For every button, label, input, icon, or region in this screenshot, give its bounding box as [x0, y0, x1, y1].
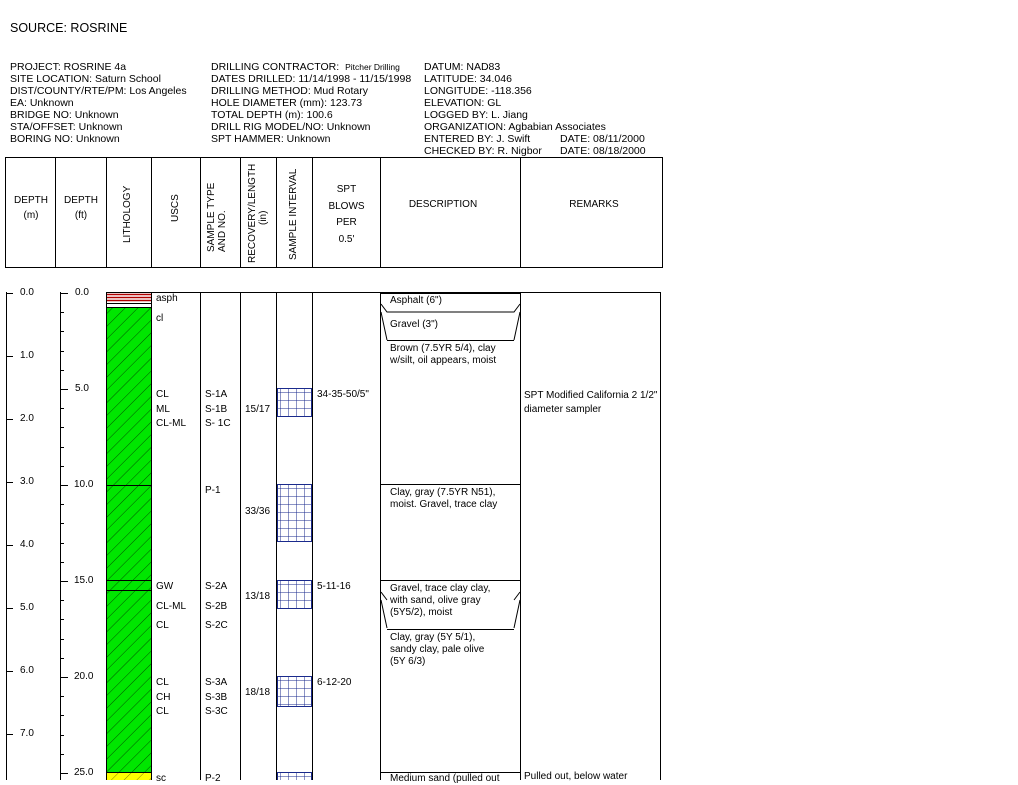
col-sample-interval: SAMPLE INTERVAL [288, 168, 299, 260]
info-latitude: LATITUDE: 34.046 [424, 73, 512, 85]
col-description: DESCRIPTION [408, 199, 478, 210]
sample-label: P-1 [205, 485, 221, 496]
info-ea: EA: Unknown [10, 97, 74, 109]
info-dist-county: DIST/COUNTY/RTE/PM: Los Angeles [10, 85, 187, 97]
col-lithology: LITHOLOGY [122, 185, 133, 243]
description-entry: Clay, gray (7.5YR N51), moist. Gravel, trace clay [390, 487, 498, 510]
info-longitude: LONGITUDE: -118.356 [424, 85, 532, 97]
col-uscs: USCS [170, 194, 181, 222]
description-entry: Brown (7.5YR 5/4), clay w/silt, oil appears, moist [390, 343, 497, 366]
depth-ft-tick-label: 15.0 [74, 575, 94, 586]
col-recovery: RECOVERY/LENGTH (in) [247, 163, 269, 263]
description-entry: Asphalt (6") [390, 295, 442, 306]
info-bridge-no: BRIDGE NO: Unknown [10, 109, 119, 121]
depth-m-tick-label: 1.0 [20, 350, 34, 361]
col-remarks: REMARKS [569, 199, 619, 210]
spt-blows-value: 34-35-50/5" [317, 389, 369, 400]
depth-m-tick-label: 0.0 [20, 287, 34, 298]
info-site-location: SITE LOCATION: Saturn School [10, 73, 161, 85]
uscs-group-3: CL CH CL [156, 677, 171, 717]
sample-interval-column [278, 389, 312, 781]
depth-ft-axis [60, 292, 68, 780]
source-title: SOURCE: ROSRINE [10, 21, 128, 35]
col-sample-type: SAMPLE TYPE AND NO. [206, 182, 228, 252]
info-total-depth: TOTAL DEPTH (m): 100.6 [211, 109, 333, 121]
sample-label: S-2A [205, 581, 228, 592]
depth-m-axis [6, 292, 13, 780]
spt-blows-value: 6-12-20 [317, 677, 352, 688]
spt-blows-value: 5-11-16 [317, 581, 351, 592]
description-entry: Medium sand (pulled out [390, 773, 500, 784]
info-contractor-value: Pitcher Drilling [345, 62, 400, 72]
depth-m-tick-label: 7.0 [20, 728, 34, 739]
info-logged-by: LOGGED BY: L. Jiang [424, 109, 528, 121]
uscs-label: GW [156, 581, 174, 592]
description-entry: Gravel, trace clay clay, with sand, olive gray (5Y5/2), moist [390, 583, 491, 618]
sample-label: S-2B [205, 601, 228, 612]
depth-ft-tick-label: 25.0 [74, 767, 94, 778]
sample-group-1: S-1A S-1B S- 1C [205, 389, 231, 429]
depth-ft-tick-label: 20.0 [74, 671, 94, 682]
depth-m-tick-label: 5.0 [20, 602, 34, 613]
recovery-value: 13/18 [245, 591, 271, 602]
col-depth-ft: DEPTH (ft) [64, 195, 98, 221]
depth-m-tick-label: 3.0 [20, 476, 34, 487]
info-hole-diameter: HOLE DIAMETER (mm): 123.73 [211, 97, 363, 109]
sample-label: S-2C [205, 620, 228, 631]
depth-ft-tick-label: 5.0 [75, 383, 89, 394]
info-entered-date: DATE: 08/11/2000 [560, 133, 645, 145]
sample-label: P-2 [205, 773, 221, 784]
uscs-label: sc [156, 773, 166, 784]
uscs-label: cl [156, 313, 164, 324]
remark-entry: Pulled out, below water [524, 771, 628, 782]
recovery-value: 15/17 [245, 404, 271, 415]
info-datum: DATUM: NAD83 [424, 61, 501, 73]
recovery-value: 33/36 [245, 506, 271, 517]
uscs-label: asph [156, 293, 178, 304]
info-elevation: ELEVATION: GL [424, 97, 502, 109]
sample-group-3: S-3A S-3B S-3C [205, 677, 228, 717]
info-checked-date: DATE: 08/18/2000 [560, 145, 646, 157]
info-sta-offset: STA/OFFSET: Unknown [10, 121, 123, 133]
recovery-value: 18/18 [245, 687, 271, 698]
info-drill-rig: DRILL RIG MODEL/NO: Unknown [211, 121, 371, 133]
info-organization: ORGANIZATION: Agbabian Associates [424, 121, 606, 133]
description-entry: Clay, gray (5Y 5/1), sandy clay, pale olive (5Y 6/3) [390, 632, 485, 667]
uscs-group-1: CL ML CL-ML [156, 389, 187, 429]
depth-ft-tick-label: 10.0 [74, 479, 94, 490]
depth-ft-tick-label: 0.0 [75, 287, 89, 298]
info-drilling-method: DRILLING METHOD: Mud Rotary [211, 85, 368, 97]
uscs-label: CL [156, 620, 169, 631]
info-dates-drilled: DATES DRILLED: 11/14/1998 - 11/15/1998 [211, 73, 412, 85]
remark-entry: SPT Modified California 2 1/2" diameter sampler [524, 390, 658, 415]
info-entered-by: ENTERED BY: J. Swift [424, 133, 531, 145]
depth-m-tick-label: 4.0 [20, 539, 34, 550]
col-spt-blows: SPT BLOWS PER 0.5' [328, 184, 365, 245]
info-project: PROJECT: ROSRINE 4a [10, 61, 127, 73]
uscs-label: CL-ML [156, 601, 187, 612]
info-boring-no: BORING NO: Unknown [10, 133, 120, 145]
description-entry: Gravel (3") [390, 319, 439, 330]
depth-m-tick-label: 6.0 [20, 665, 34, 676]
lithology-column [107, 293, 152, 781]
info-contractor-label: DRILLING CONTRACTOR: [211, 61, 340, 73]
info-spt-hammer: SPT HAMMER: Unknown [211, 133, 331, 145]
info-checked-by: CHECKED BY: R. Nigbor [424, 145, 542, 157]
col-depth-m: DEPTH (m) [14, 195, 48, 221]
depth-m-tick-label: 2.0 [20, 413, 34, 424]
